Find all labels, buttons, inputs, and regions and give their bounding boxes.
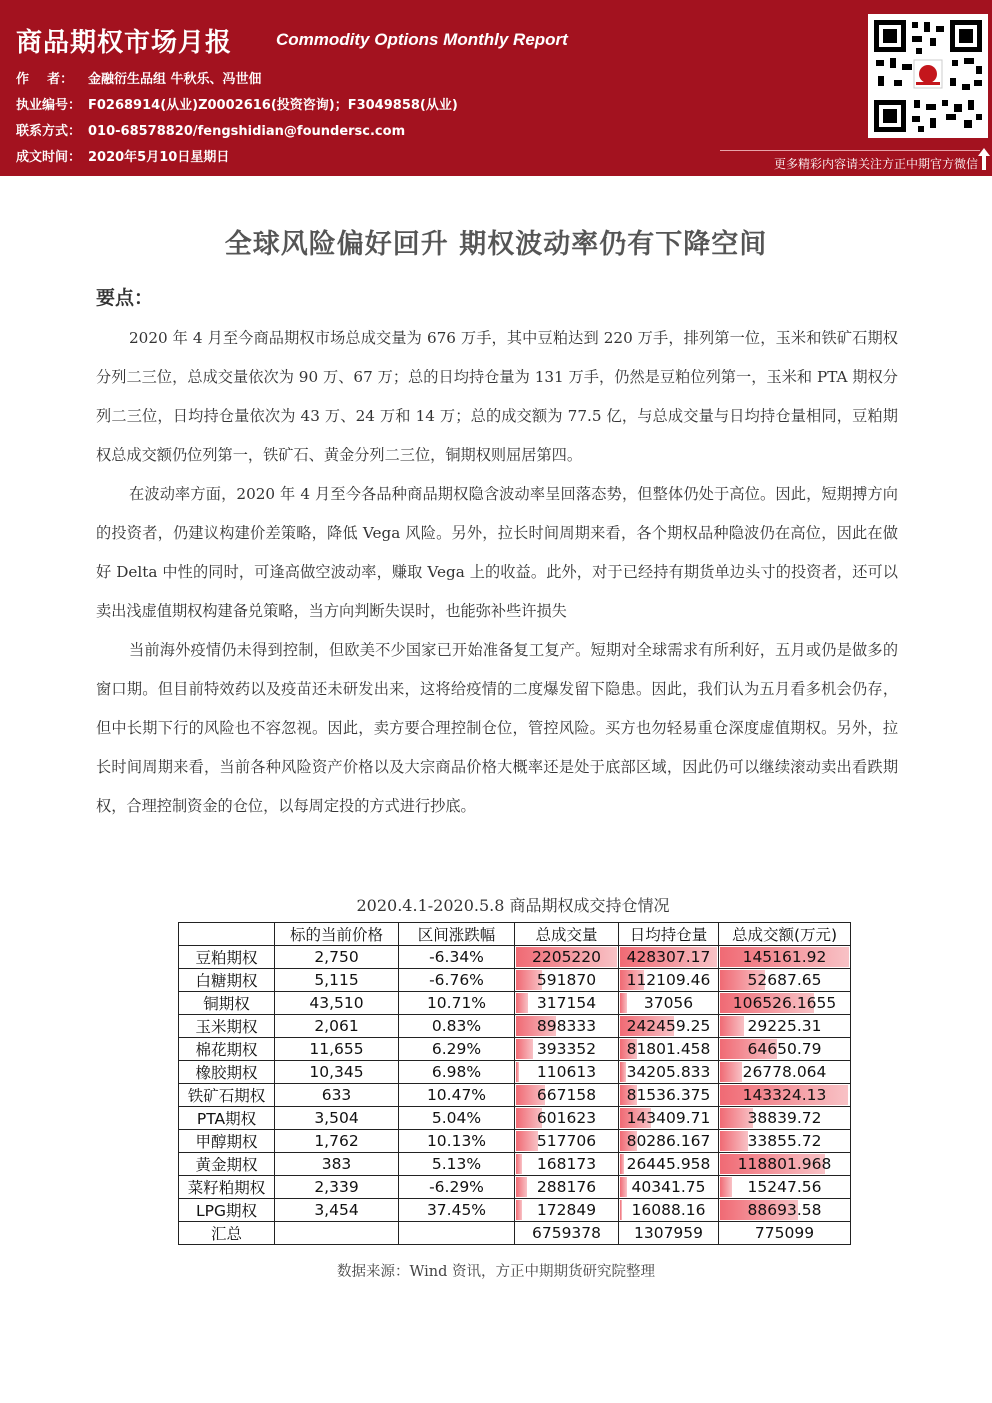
date-line: 成文时间： 2020年5月10日星期日 — [16, 150, 230, 165]
cell-volume — [515, 969, 619, 992]
data-bar — [516, 1154, 522, 1174]
report-title-cn: 商品期权市场月报 — [16, 28, 233, 58]
cell-turnover — [719, 1015, 851, 1038]
cell-volume-value: 172849 — [536, 1201, 597, 1219]
cell-turnover-value: 118801.968 — [737, 1155, 832, 1173]
cell-open-interest — [619, 969, 719, 992]
cell-open-interest-value: 16088.16 — [631, 1201, 706, 1219]
cell-open-interest — [619, 1061, 719, 1084]
cell-change: 5.13% — [399, 1153, 515, 1176]
cell-open-interest — [619, 1130, 719, 1153]
header-volume: 总成交量 — [515, 923, 619, 946]
data-bar — [720, 1131, 748, 1151]
cell-name: 菜籽粕期权 — [179, 1176, 275, 1199]
cell-name: 白糖期权 — [179, 969, 275, 992]
cell-open-interest — [619, 1107, 719, 1130]
cell-turnover-value: 145161.92 — [742, 948, 827, 966]
cell-turnover — [719, 1084, 851, 1107]
data-bar — [620, 1154, 624, 1174]
cell-change: 10.13% — [399, 1130, 515, 1153]
cell-name: 铜期权 — [179, 992, 275, 1015]
cell-change: -6.76% — [399, 969, 515, 992]
data-bar — [720, 1016, 744, 1036]
cell-price — [275, 1222, 399, 1245]
cell-open-interest-value: 80286.167 — [626, 1132, 711, 1150]
cell-turnover-value: 38839.72 — [747, 1109, 822, 1127]
cell-price: 2,750 — [275, 946, 399, 969]
cell-change: 37.45% — [399, 1199, 515, 1222]
cell-turnover — [719, 1061, 851, 1084]
table-row — [179, 1176, 851, 1199]
table-row — [179, 1084, 851, 1107]
cell-open-interest-value: 81801.458 — [626, 1040, 711, 1058]
options-volume-table — [178, 922, 851, 1245]
cell-volume — [515, 946, 619, 969]
cell-turnover — [719, 1107, 851, 1130]
cell-turnover-value: 15247.56 — [747, 1178, 822, 1196]
cell-turnover-value: 775099 — [754, 1224, 815, 1242]
cell-price: 2,061 — [275, 1015, 399, 1038]
cell-turnover-value: 64650.79 — [747, 1040, 822, 1058]
cell-price: 3,454 — [275, 1199, 399, 1222]
cell-turnover — [719, 1199, 851, 1222]
cell-turnover-value: 143324.13 — [742, 1086, 827, 1104]
cell-open-interest-value: 112109.46 — [626, 971, 711, 989]
cell-name: 玉米期权 — [179, 1015, 275, 1038]
cell-turnover — [719, 969, 851, 992]
cell-turnover-value: 88693.58 — [747, 1201, 822, 1219]
table-row — [179, 969, 851, 992]
cell-name: 甲醇期权 — [179, 1130, 275, 1153]
cell-name: PTA期权 — [179, 1107, 275, 1130]
cell-volume-value: 110613 — [536, 1063, 597, 1081]
cell-price: 2,339 — [275, 1176, 399, 1199]
cell-change: 5.04% — [399, 1107, 515, 1130]
cell-volume — [515, 1153, 619, 1176]
cell-turnover — [719, 1176, 851, 1199]
data-bar — [720, 1177, 732, 1197]
cell-change: -6.29% — [399, 1176, 515, 1199]
cell-change: 0.83% — [399, 1015, 515, 1038]
table-row — [179, 1153, 851, 1176]
cell-open-interest — [619, 1199, 719, 1222]
table-row — [179, 1061, 851, 1084]
data-bar — [620, 1177, 627, 1197]
cell-name: 棉花期权 — [179, 1038, 275, 1061]
headline: 全球风险偏好回升 期权波动率仍有下降空间 — [224, 229, 768, 260]
table-row — [179, 1107, 851, 1130]
cell-price: 633 — [275, 1084, 399, 1107]
cell-volume-value: 393352 — [536, 1040, 597, 1058]
license-line: 执业编号： F0268914(从业)Z0002616(投资咨询)；F3049858(从业) — [16, 98, 458, 113]
table-total-row — [179, 1222, 851, 1245]
table-row — [179, 1038, 851, 1061]
cell-turnover — [719, 1130, 851, 1153]
data-bar — [516, 1039, 533, 1059]
table-row — [179, 1015, 851, 1038]
cell-name: 橡胶期权 — [179, 1061, 275, 1084]
cell-open-interest — [619, 992, 719, 1015]
cell-turnover-value: 52687.65 — [747, 971, 822, 989]
contact-line: 联系方式： 010-68578820/fengshidian@foundersc.com — [16, 124, 406, 139]
cell-volume — [515, 1130, 619, 1153]
cell-open-interest-value: 81536.375 — [626, 1086, 711, 1104]
cell-volume — [515, 1061, 619, 1084]
cell-volume — [515, 1107, 619, 1130]
cell-volume-value: 591870 — [536, 971, 597, 989]
cell-name: LPG期权 — [179, 1199, 275, 1222]
cell-volume-value: 317154 — [536, 994, 597, 1012]
cell-change: 6.98% — [399, 1061, 515, 1084]
data-bar — [516, 1131, 538, 1151]
header-change: 区间涨跌幅 — [399, 923, 515, 946]
cell-open-interest-value: 34205.833 — [626, 1063, 711, 1081]
cell-turnover — [719, 946, 851, 969]
cell-volume-value: 517706 — [536, 1132, 597, 1150]
cell-price: 3,504 — [275, 1107, 399, 1130]
cell-open-interest-value: 428307.17 — [626, 948, 711, 966]
cell-turnover-value: 106526.1655 — [732, 994, 837, 1012]
cell-open-interest-value: 40341.75 — [631, 1178, 706, 1196]
cell-open-interest — [619, 1038, 719, 1061]
cell-price: 11,655 — [275, 1038, 399, 1061]
table-row — [179, 992, 851, 1015]
cell-open-interest — [619, 1153, 719, 1176]
cell-change: -6.34% — [399, 946, 515, 969]
cell-open-interest-value: 143409.71 — [626, 1109, 711, 1127]
cell-volume-value: 667158 — [536, 1086, 597, 1104]
cell-turnover — [719, 1153, 851, 1176]
paragraph-1: 2020 年 4 月至今商品期权市场总成交量为 676 万手，其中豆粕达到 220 万手，排列第一位，玉米和铁矿石期权分列二三位，总成交量依次为 90 万、67 万；总的日均持仓量为 131 万手，仍然是豆粕位列第一，玉米和 PTA 期权分列二三位，日均持仓量依次为 43 万、24 万和 14 万；总的成交额为 77.5 亿，与总成交量与日均持仓量相同，豆粕期权总成交额仍位列第一，铁矿石、黄金分列二三位，铜期权则屈居第四。 — [96, 329, 898, 464]
table-title: 2020.4.1-2020.5.8 商品期权成交持仓情况 — [356, 896, 670, 915]
table-header-row — [179, 923, 851, 946]
report-title-en: Commodity Options Monthly Report — [276, 30, 568, 49]
cell-price: 10,345 — [275, 1061, 399, 1084]
cell-open-interest-value: 242459.25 — [626, 1017, 711, 1035]
cell-open-interest-value: 37056 — [643, 994, 694, 1012]
cell-open-interest — [619, 1015, 719, 1038]
arrow-up-icon — [978, 148, 990, 170]
cell-change: 6.29% — [399, 1038, 515, 1061]
data-bar — [620, 1200, 622, 1220]
cell-name: 黄金期权 — [179, 1153, 275, 1176]
data-bar — [620, 993, 627, 1013]
cell-volume-value: 898333 — [536, 1017, 597, 1035]
author-line: 作 者： 金融衍生品组 牛秋乐、冯世佃 — [16, 72, 262, 87]
cell-volume — [515, 1015, 619, 1038]
cell-turnover-value: 29225.31 — [747, 1017, 822, 1035]
paragraph-2: 在波动率方面，2020 年 4 月至今各品种商品期权隐含波动率呈回落态势，但整体仍处于高位。因此，短期搏方向的投资者，仍建议构建价差策略，降低 Vega 风险。另外，拉长时间周期来看，各个期权品种隐波仍在高位，因此在做好 Delta 中性的同时，可逢高做空波动率，赚取 Vega 上的收益。此外，对于已经持有期货单边头寸的投资者，还可以卖出浅虚值期权构建备兑策略，当方向判断失误时，也能弥补些许损失 — [96, 485, 898, 620]
header-open-interest: 日均持仓量 — [619, 923, 719, 946]
header-turnover: 总成交额(万元) — [719, 923, 851, 946]
cell-price: 383 — [275, 1153, 399, 1176]
data-bar — [720, 1062, 742, 1082]
key-points-title: 要点： — [96, 287, 154, 309]
cell-open-interest — [619, 1176, 719, 1199]
cell-turnover — [719, 1222, 851, 1245]
cell-price: 1,762 — [275, 1130, 399, 1153]
cell-turnover-value: 33855.72 — [747, 1132, 822, 1150]
header-price: 标的当前价格 — [275, 923, 399, 946]
report-header — [0, 0, 992, 176]
qr-code-icon — [868, 14, 988, 138]
paragraph-3: 当前海外疫情仍未得到控制，但欧美不少国家已开始准备复工复产。短期对全球需求有所利好，五月或仍是做多的窗口期。但目前特效药以及疫苗还未研发出来，这将给疫情的二度爆发留下隐患。因此，我们认为五月看多机会仍存，但中长期下行的风险也不容忽视。因此，卖方要合理控制仓位，管控风险。买方也勿轻易重仓深度虚值期权。另外，拉长时间周期来看，当前各种风险资产价格以及大宗商品价格大概率还是处于底部区域，因此仍可以继续滚动卖出看跌期权，合理控制资金的仓位，以每周定投的方式进行抄底。 — [96, 641, 898, 815]
header-divider — [720, 150, 980, 151]
cell-name: 汇总 — [179, 1222, 275, 1245]
cell-change — [399, 1222, 515, 1245]
cell-volume-value: 601623 — [536, 1109, 597, 1127]
cell-open-interest — [619, 1084, 719, 1107]
cell-turnover — [719, 992, 851, 1015]
cell-volume — [515, 1038, 619, 1061]
cell-change: 10.47% — [399, 1084, 515, 1107]
cell-open-interest-value: 1307959 — [633, 1224, 704, 1242]
data-bar — [620, 1062, 626, 1082]
cell-volume — [515, 1222, 619, 1245]
cell-volume — [515, 1199, 619, 1222]
cell-volume-value: 288176 — [536, 1178, 597, 1196]
cell-volume — [515, 1176, 619, 1199]
data-source: 数据来源：Wind 资讯，方正中期期货研究院整理 — [336, 1264, 655, 1280]
cell-price: 5,115 — [275, 969, 399, 992]
header-name — [179, 923, 275, 946]
cell-name: 铁矿石期权 — [179, 1084, 275, 1107]
cell-volume — [515, 1084, 619, 1107]
cell-volume-value: 2205220 — [531, 948, 602, 966]
data-bar — [516, 1200, 522, 1220]
cell-turnover — [719, 1038, 851, 1061]
table-row — [179, 1130, 851, 1153]
wechat-note: 更多精彩内容请关注方正中期官方微信 — [773, 157, 978, 171]
cell-volume-value: 6759378 — [531, 1224, 602, 1242]
cell-name: 豆粕期权 — [179, 946, 275, 969]
cell-open-interest — [619, 1222, 719, 1245]
cell-open-interest-value: 26445.958 — [626, 1155, 711, 1173]
table-row — [179, 1199, 851, 1222]
cell-open-interest — [619, 946, 719, 969]
cell-turnover-value: 26778.064 — [742, 1063, 827, 1081]
table-row — [179, 946, 851, 969]
data-bar — [516, 1177, 527, 1197]
cell-change: 10.71% — [399, 992, 515, 1015]
cell-volume — [515, 992, 619, 1015]
cell-price: 43,510 — [275, 992, 399, 1015]
cell-volume-value: 168173 — [536, 1155, 597, 1173]
data-bar — [516, 993, 528, 1013]
data-bar — [516, 1062, 519, 1082]
